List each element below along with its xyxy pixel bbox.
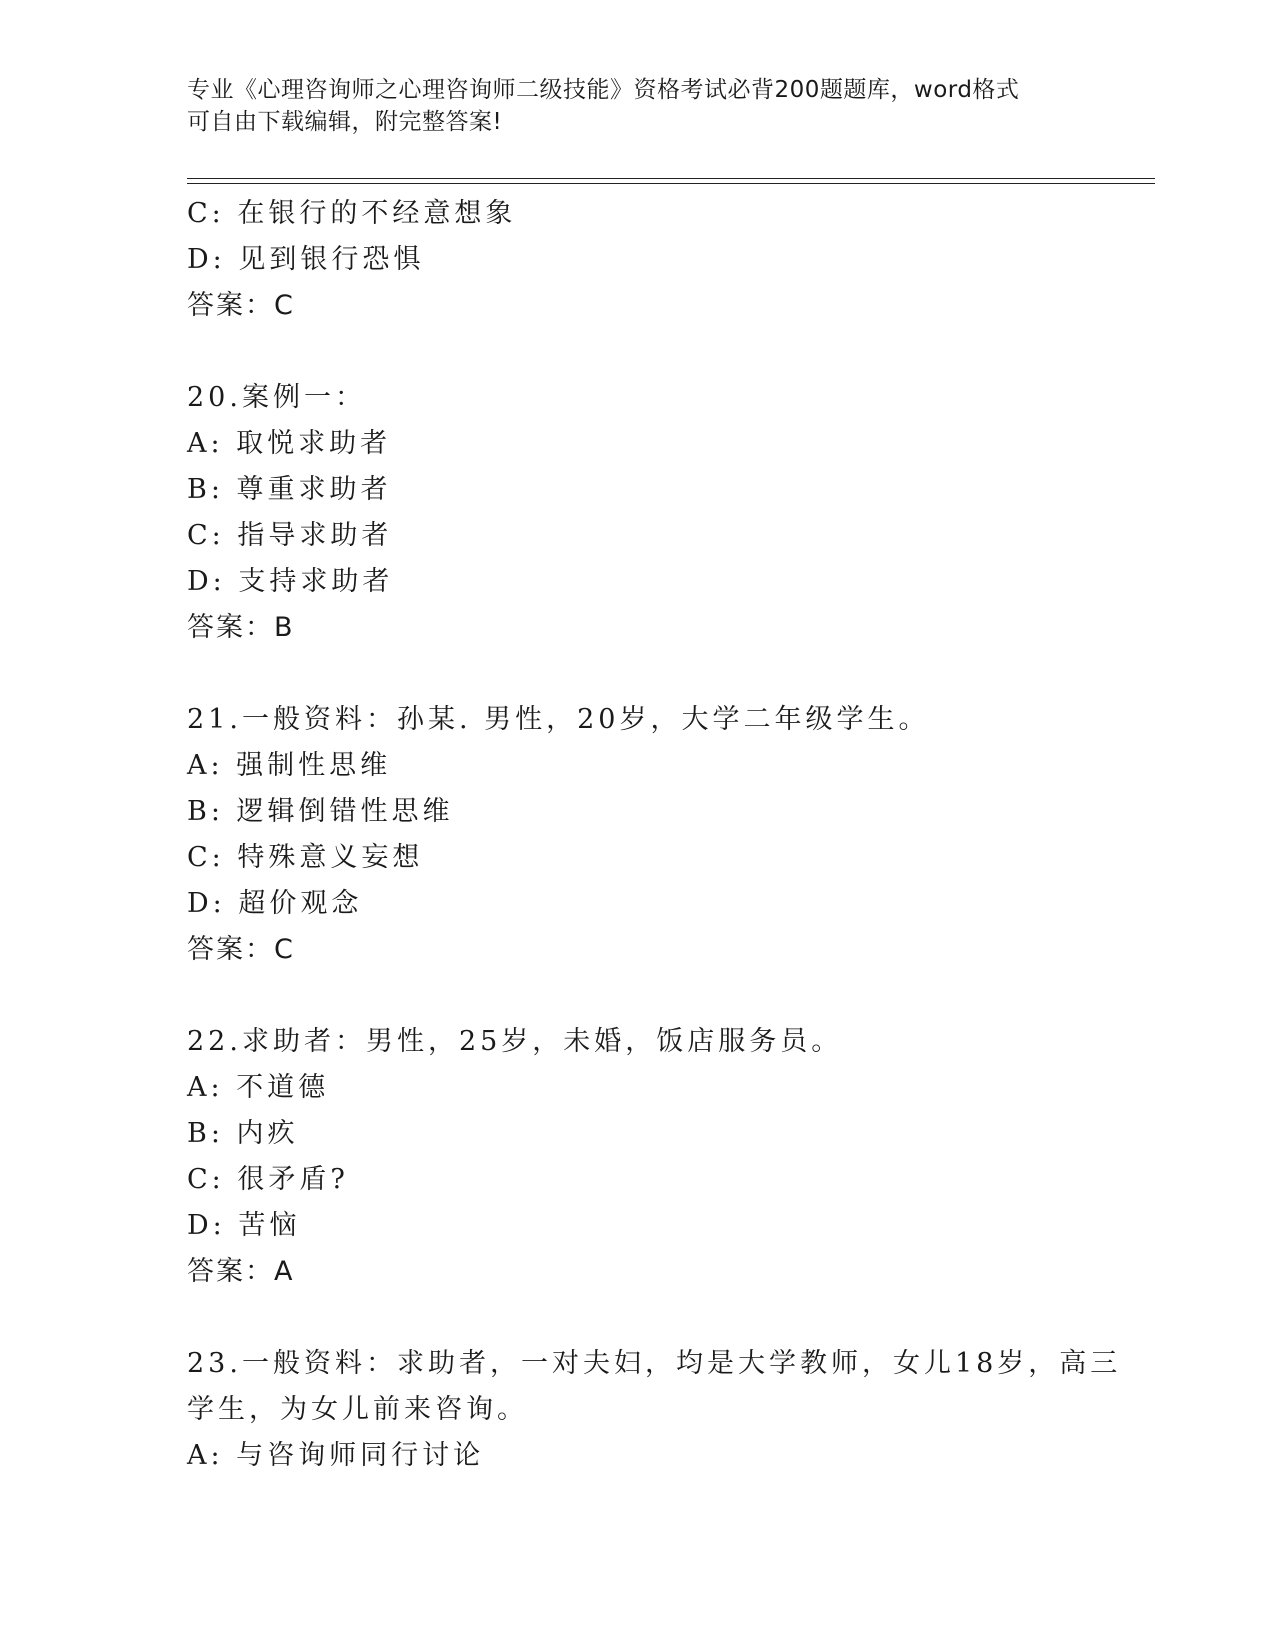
option-c: C: 特殊意义妄想 <box>187 842 424 873</box>
question-21 <box>187 697 1107 973</box>
spacer <box>187 1295 1107 1341</box>
option-d: D: 苦恼 <box>187 1210 301 1241</box>
option-d: D: 超价观念 <box>187 888 363 919</box>
option-b: B: 内疚 <box>187 1118 299 1149</box>
question-continued <box>187 191 1107 329</box>
answer-line: 答案：C <box>187 290 295 321</box>
question-20 <box>187 375 1107 651</box>
answer-line: 答案：C <box>187 934 295 965</box>
question-stem: 22.求助者：男性，25岁，未婚，饭店服务员。 <box>187 1026 843 1057</box>
option-a: A: 与咨询师同行讨论 <box>187 1440 485 1471</box>
option-d: D: 见到银行恐惧 <box>187 244 425 275</box>
document-header <box>187 74 1067 138</box>
option-d: D: 支持求助者 <box>187 566 394 597</box>
option-c: C: 在银行的不经意想象 <box>187 198 517 229</box>
answer-line: 答案：A <box>187 1256 295 1287</box>
header-line-2: 可自由下载编辑，附完整答案! <box>187 109 503 135</box>
question-stem: 20.案例一： <box>187 382 366 413</box>
option-b: B: 逻辑倒错性思维 <box>187 796 454 827</box>
question-stem: 21.一般资料：孙某. 男性，20岁，大学二年级学生。 <box>187 704 930 735</box>
option-c: C: 指导求助者 <box>187 520 393 551</box>
header-divider-bottom <box>187 183 1155 184</box>
question-stem-line-1: 23.一般资料：求助者，一对夫妇，均是大学教师，女儿18岁，高三 <box>187 1348 1122 1379</box>
question-list <box>187 191 1122 1479</box>
header-divider-top <box>187 178 1155 179</box>
header-line-1: 专业《心理咨询师之心理咨询师二级技能》资格考试必背200题题库，word格式 <box>187 77 1020 103</box>
option-c: C: 很矛盾? <box>187 1164 349 1195</box>
spacer <box>187 651 1107 697</box>
question-22 <box>187 1019 1107 1295</box>
option-a: A: 强制性思维 <box>187 750 392 781</box>
spacer <box>187 973 1107 1019</box>
answer-line: 答案：B <box>187 612 295 643</box>
option-a: A: 取悦求助者 <box>187 428 392 459</box>
option-a: A: 不道德 <box>187 1072 330 1103</box>
spacer <box>187 329 1107 375</box>
question-23 <box>187 1341 1122 1479</box>
question-stem-line-2: 学生，为女儿前来咨询。 <box>187 1394 528 1425</box>
option-b: B: 尊重求助者 <box>187 474 392 505</box>
